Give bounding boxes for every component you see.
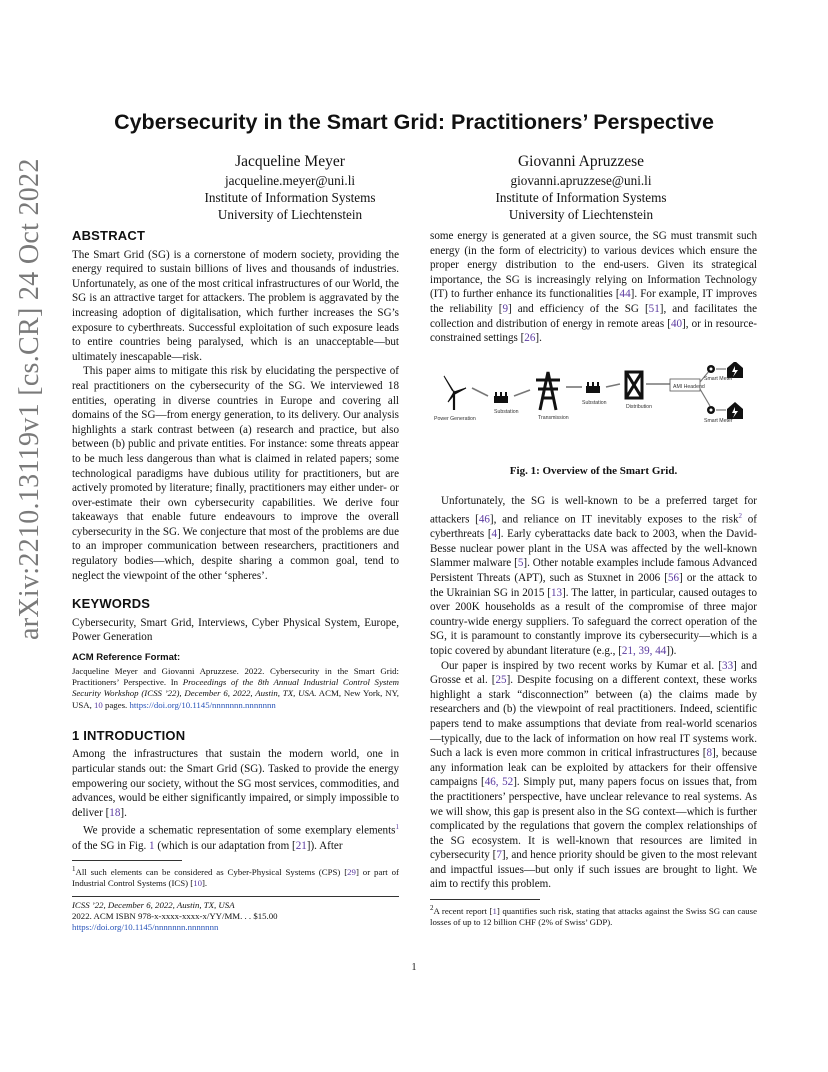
citation[interactable]: 21	[295, 839, 307, 852]
right-p1: some energy is generated at a given source, the SG must transmit such energy (in the form of electricity) to various devices which ensure the proper energy distribution to the end-users. Given its strategical importance, the SG is increasingly relying on Information Technology (IT) to further enhance its functionalities [44]. For example, IT improves the reliability [9] and efficiency of the SG [51], and facilitates the collection and distribution of energy in remote areas [40], or in resource-constrained settings [26].	[430, 230, 757, 345]
acm-reference-text: Jacqueline Meyer and Giovanni Apruzzese. 2022. Cybersecurity in the Smart Grid: Practitioners’ Perspective. In Proceedings of the 8th Annual Industrial Control System Security Workshop (ICSS ’22), December 6, 2022, Austin, TX, USA. ACM, New York, NY, USA, 10 pages. https://doi.org/10.1145/nnnnnnn.nnnnnnn	[72, 665, 399, 710]
right-p2: Unfortunately, the SG is well-known to be a preferred target for attackers [46], and reliance on IT inevitably exposes to the risk$^2$ of cyberthreats [4]. Early cyberattacks date back to 2003, when the David-Besse nuclear power plant in the USA was affected by the well-known Slammer malware [5]. Other notable examples include famous Advanced Persistent Threats (APT), such as Stuxnet in 2006 [56] or the attack to the Ukrainian SG in 2015 [13]. The latter, in particular, caused outages to over 200K households as a result of the compromise of three major country-wide energy suppliers. To safeguard the correct operation of the SG, it is paramount to constantly improve its cybersecurity—which is a topic covered by abundant literature (e.g., [21, 39, 44]).	[430, 495, 757, 657]
label-ami-headend: AMI Headend	[673, 383, 705, 390]
transmission-tower-icon	[536, 372, 560, 410]
author-1-university: University of Liechtenstein	[217, 207, 363, 222]
abstract-p2: This paper aims to mitigate this risk by elucidating the perspective of real practitioners on the cybersecurity of the SG. We interviewed 18 entities, operating in diverse countries in Europe and covering all domains of the SG—from energy generation, to its delivery. Our analysis highlights a stark contrast between (a) research and practice, but also between (b) public and private entities. For instance: some threats appear to be much less dangerous than what is claimed in related papers; some technological paradigms have dubious utility for practitioners, but are actively promoted by literature; finally, practitioners may either under- or over-estimate their own cybersecurity capabilities. We derive four takeaways that enable future endeavours to improve the overall cybersecurity in the SG. We conjecture that most of the problems are due to an improper communication between researchers, practitioners and regulatory bodies—which, despite sharing a common goal, tend to neglect the viewpoint of the other ‘spheres’.	[72, 365, 399, 582]
footnote-rule	[72, 860, 182, 861]
figure-caption: Fig. 1: Overview of the Smart Grid.	[509, 464, 678, 477]
author-2-university: University of Liechtenstein	[508, 207, 654, 222]
author-1-name: Jacqueline Meyer	[235, 153, 345, 170]
right-column	[430, 229, 757, 929]
label-distribution: Distribution	[626, 403, 652, 410]
keywords-text: Cybersecurity, Smart Grid, Interviews, Cyber Physical System, Europe, Power Generation	[72, 616, 399, 644]
smart-grid-diagram	[430, 362, 757, 454]
left-column	[72, 229, 399, 934]
author-2-name: Giovanni Apruzzese	[517, 153, 645, 170]
intro-heading: 1 INTRODUCTION	[72, 727, 186, 743]
label-transmission: Transmission	[538, 414, 569, 421]
distribution-tower-icon	[626, 372, 642, 398]
arxiv-stamp: arXiv:2210.13119v1 [cs.CR] 24 Oct 2022	[14, 158, 45, 640]
acm-reference-heading: ACM Reference Format:	[72, 652, 181, 664]
label-power-generation: Power Generation	[434, 415, 476, 422]
author-2-email: giovanni.apruzzese@uni.li	[510, 173, 652, 188]
doi-link[interactable]: https://doi.org/10.1145/nnnnnnn.nnnnnnn	[129, 699, 276, 710]
label-smart-meter-2: Smart Meter	[704, 417, 733, 424]
substation-icon	[586, 382, 600, 393]
smart-grid-figure	[430, 362, 757, 454]
smart-meter-icon	[707, 365, 715, 373]
paper-title: Cybersecurity in the Smart Grid: Practitioners’ Perspective	[114, 110, 714, 134]
house-icon	[727, 402, 743, 419]
conf-info-rule	[72, 896, 399, 897]
citation[interactable]: 18	[109, 806, 121, 819]
footnote-2: $^2$A recent report [1] quantifies such risk, stating that attacks against the Swiss SG can cause losses of up to 12 billion CHF (2% of Swiss’ GDP).	[430, 904, 757, 928]
substation-icon	[494, 392, 508, 403]
label-substation-1: Substation	[494, 408, 519, 415]
footnote-rule	[430, 899, 540, 900]
right-p3: Our paper is inspired by two recent works by Kumar et al. [33] and Grosse et al. [25]. Despite focusing on a different context, these works highlight a stark “disconnection” between (a) the claims made by researchers and (b) the viewpoint of real practitioners. Indeed, scientific papers tend to make assumptions that deviate from real-world scenarios—typically, due to the lack of information on how real IT systems work. Such a lack is even more common in critical infrastructures [8], because any information leak can be exploited by attackers for their offensive campaigns [46, 52]. Simply put, many papers focus on issues that, from the practitioners’ perspective, have unclear relevance to real systems. As we will show, this gap is present also in the SG context—which is further complicated by the regulations that govern the complex relationships of the SG ecosystem. It is well-known that resources are limited in cybersecurity [7], and hence priority should be given to the most relevant and impactful issues—but only if such issues are brought to light. We aim to rectify this problem.	[430, 659, 757, 891]
footnote-1: $^1$All such elements can be considered as Cyber-Physical Systems (CPS) [29] or part of Industrial Control Systems (ICS) [10].	[72, 865, 399, 889]
conf-info: ICSS ’22, December 6, 2022, Austin, TX, USA 2022. ACM ISBN 978-x-xxxx-xxxx-x/YY/MM. . . $15.00 https://doi.org/10.1145/nnnnnnn.nnnnnnn	[72, 899, 278, 933]
author-1-institute: Institute of Information Systems	[204, 190, 376, 205]
author-1	[150, 152, 430, 223]
wind-turbine-icon	[444, 376, 466, 410]
label-smart-meter-1: Smart Meter	[704, 375, 733, 382]
abstract-p1: The Smart Grid (SG) is a cornerstone of modern society, providing the energy required to sustain billions of lives and thousands of industries. Unfortunately, as one of the most critical infrastructures of our World, the SG is an attractive target for attackers. The problem is aggravated by the increasing adoption of digitalisation, which further increases the SG’s exposure to cyberthreats. Successful exploitation of such exposure leads to entire countries being paralysed, which is an unacceptable—but ultimately inescapable—risk.	[72, 248, 399, 363]
abstract-heading: ABSTRACT	[72, 228, 146, 243]
author-2	[441, 152, 721, 223]
intro-p1: Among the infrastructures that sustain the modern world, one in particular stands out: the Smart Grid (SG). Tasked to provide the energy empowering our society, without the SG most services, commodities, and advances, would be either significantly impaired, or simply impossible to deliver [18].	[72, 748, 399, 819]
intro-p2: We provide a schematic representation of some exemplary elements$^1$ of the SG in Fig. 1 (which is our adaptation from [21]). After	[72, 823, 399, 852]
conf-doi-link[interactable]: https://doi.org/10.1145/nnnnnnn.nnnnnnn	[72, 922, 219, 933]
page-number: 1	[411, 962, 417, 973]
keywords-heading: KEYWORDS	[72, 596, 151, 612]
author-1-email: jacqueline.meyer@uni.li	[224, 173, 356, 188]
label-substation-2: Substation	[582, 399, 607, 406]
smart-meter-icon	[707, 406, 715, 414]
author-2-institute: Institute of Information Systems	[495, 190, 667, 205]
